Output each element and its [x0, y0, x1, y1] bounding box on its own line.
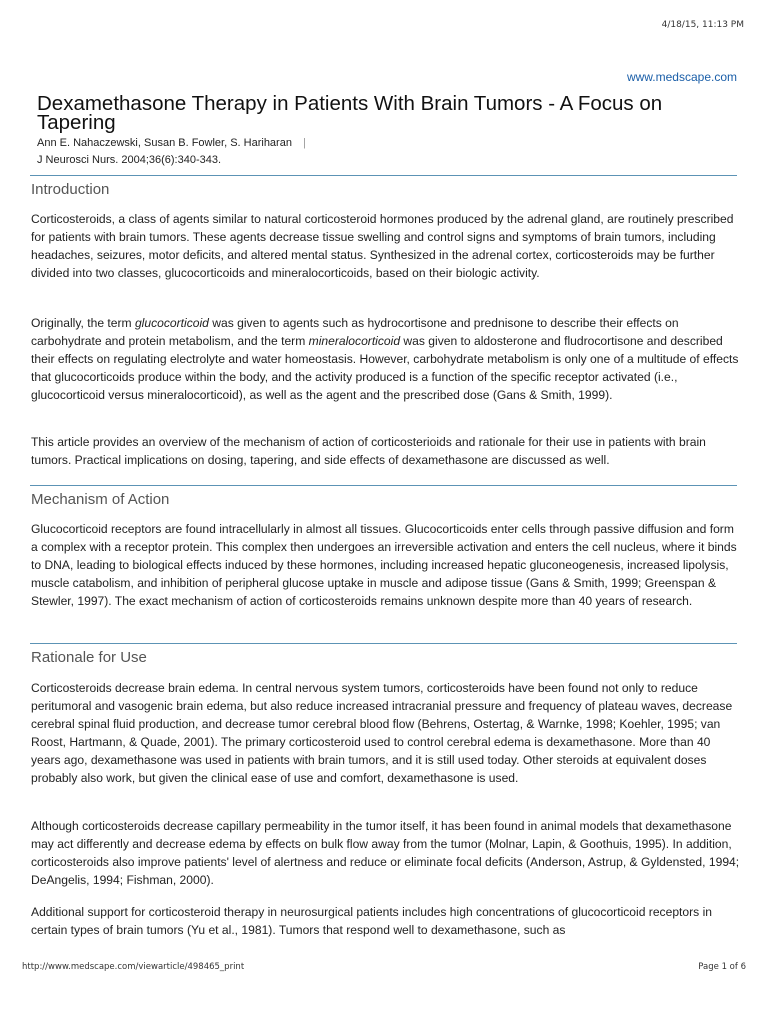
- text-run: was given to aldosterone and fludrocortisone and described their effects on regulating electrolyte and water homeostasis. However, carbohydrate metabolism is only one of a multitude of effects that glucocorticoids produce within the body, and the activity produced is a function of the specific receptor activated (i.e., glucocorticoid versus mineralocorticoid), as well as the agent and the prescribed dose (Gans & Smith, 1999).: [31, 334, 739, 402]
- mechanism-paragraph-1: Glucocorticoid receptors are found intracellularly in almost all tissues. Glucocorticoids enter cells through passive diffusion and form a complex with a receptor protein. This complex then undergoes an irreversible activation and enters the cell nucleus, where it binds to DNA, leading to biological effects induced by these hormones, including increased hepatic gluconeogenesis, increased lipolysis, muscle catabolism, and inhibition of peripheral glucose uptake in muscle and adipose tissue (Gans & Smith, 1999; Greenspan & Stewler, 1997). The exact mechanism of action of corticosteroids remains unknown despite more than 40 years of research.: [31, 522, 737, 608]
- intro-paragraph-2: [31, 314, 741, 404]
- article-title: Dexamethasone Therapy in Patients With Brain Tumors - A Focus on Tapering: [37, 92, 663, 134]
- section-heading-mechanism: Mechanism of Action: [31, 491, 170, 508]
- author-names[interactable]: Ann E. Nahaczewski, Susan B. Fowler, S. Hariharan: [37, 137, 292, 149]
- text-run: was given to agents such as hydrocortisone and prednisone to describe their effects on carbohydrate and protein metabolism, and the term: [31, 316, 679, 348]
- section-heading-rationale: Rationale for Use: [31, 649, 147, 666]
- section-heading-introduction: Introduction: [31, 181, 110, 198]
- section-divider: [30, 175, 737, 176]
- footer-url: http://www.medscape.com/viewarticle/498465_print: [22, 962, 245, 972]
- intro-paragraph-3: This article provides an overview of the mechanism of action of corticosterioids and rationale for their use in patients with brain tumors. Practical implications on dosing, tapering, and side effects of dexamethasone are discussed as well.: [31, 435, 706, 467]
- print-timestamp: 4/18/15, 11:13 PM: [661, 20, 744, 30]
- term-mineralocorticoid: mineralocorticoid: [308, 334, 401, 348]
- section-divider: [30, 485, 737, 486]
- text-run: Originally, the term: [31, 316, 135, 330]
- citation: J Neurosci Nurs. 2004;36(6):340-343.: [37, 154, 222, 166]
- footer-page-number: Page 1 of 6: [698, 962, 746, 972]
- rationale-paragraph-1: Corticosteroids decrease brain edema. In central nervous system tumors, corticosteroids have been found not only to reduce peritumoral and vasogenic brain edema, but also reduce increased intracranial pressure and frequency of plateau waves, decrease cerebral spinal fluid production, and decrease tumor cerebral blood flow (Behrens, Ostertag, & Warnke, 1998; Koehler, 1995; van Roost, Hartmann, & Quade, 2001). The primary corticosteroid used to control cerebral edema is dexamethasone. More than 40 years ago, dexamethasone was used in patients with brain tumors, and it is still used today. Other steroids at equivalent doses probably also work, but given the clinical ease of use and comfort, dexamethasone is used.: [31, 681, 733, 785]
- site-link[interactable]: www.medscape.com: [626, 70, 737, 84]
- term-glucocorticoid: glucocorticoid: [134, 316, 209, 330]
- rationale-paragraph-2: Although corticosteroids decrease capillary permeability in the tumor itself, it has been found in animal models that dexamethasone may act differently and decrease edema by effects on bulk flow away from the tumor (Molnar, Lapin, & Goothuis, 1995). In addition, corticosteroids also improve patients' level of alertness and reduce or eliminate focal deficits (Anderson, Astrup, & Gyldensted, 1994; DeAngelis, 1994; Fishman, 2000).: [31, 819, 740, 887]
- section-divider: [30, 643, 737, 644]
- author-separator: |: [303, 137, 306, 149]
- rationale-paragraph-3: Additional support for corticosteroid therapy in neurosurgical patients includes high concentrations of glucocorticoid receptors in certain types of brain tumors (Yu et al., 1981). Tumors that respond well to dexamethasone, such as: [31, 905, 712, 937]
- intro-paragraph-1: Corticosteroids, a class of agents similar to natural corticosteroid hormones produced by the adrenal gland, are routinely prescribed for patients with brain tumors. These agents decrease tissue swelling and control signs and symptoms of brain tumors, including headaches, seizures, motor deficits, and altered mental status. Synthesized in the adrenal cortex, corticosteroids may be further divided into two classes, glucocorticoids and mineralocorticoids, based on their biologic activity.: [31, 212, 734, 280]
- authors-line: [37, 137, 306, 149]
